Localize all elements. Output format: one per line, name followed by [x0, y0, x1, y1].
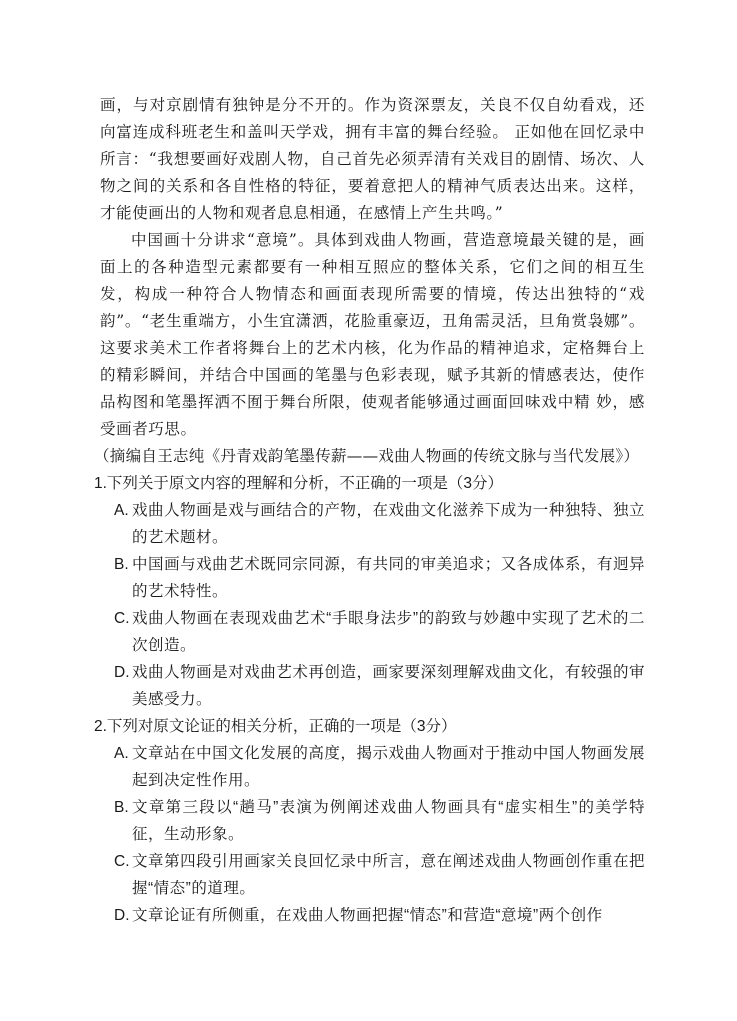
option-label: D.	[114, 907, 130, 924]
option-label: B.	[114, 799, 129, 816]
question-2	[94, 713, 645, 929]
question-2-option-d	[114, 902, 645, 929]
option-label: B.	[114, 556, 129, 573]
question-2-option-b	[114, 794, 645, 848]
question-1-option-c	[114, 605, 645, 659]
question-2-stem: 2.下列对原文论证的相关分析，正确的一项是（3分）	[94, 718, 457, 735]
reading-passage	[94, 92, 645, 470]
question-2-option-c	[114, 848, 645, 902]
option-text: 戏曲人物画是戏与画结合的产物，在戏曲文化滋养下成为一种独特、独立的艺术题材。	[132, 502, 645, 546]
option-label: C.	[114, 610, 130, 627]
question-1-option-d	[114, 659, 645, 713]
option-text: 文章第四段引用画家关良回忆录中所言，意在阐述戏曲人物画创作重在把握“情态”的道理。	[132, 853, 645, 897]
passage-source: （摘编自王志纯《丹青戏韵笔墨传薪——戏曲人物画的传统文脉与当代发展》）	[94, 447, 640, 465]
passage-paragraph-1: 画，与对京剧情有独钟是分不开的。作为资深票友，关良不仅自幼看戏，还向富连成科班老生和盖叫天学戏，拥有丰富的舞台经验。 正如他在回忆录中所言：“我想要画好戏剧人物，自己首先必须弄清有关戏目的剧情、场次、人物之间的关系和各自性格的特征，要着意把人的精神气质表达出来。这样，才能使画出的人物和观者息息相通，在感情上产生共鸣。”	[100, 96, 645, 222]
option-text: 文章论证有所侧重，在戏曲人物画把握“情态”和营造“意境”两个创作	[132, 907, 603, 924]
question-1	[94, 470, 645, 713]
question-1-stem: 1.下列关于原文内容的理解和分析，不正确的一项是（3分）	[94, 475, 504, 492]
option-text: 文章第三段以“趟马”表演为例阐述戏曲人物画具有“虚实相生”的美学特征，生动形象。	[132, 799, 645, 843]
passage-paragraph-2: 中国画十分讲求“意境”。具体到戏曲人物画，营造意境最关键的是，画面上的各种造型元素都要有一种相互照应的整体关系，它们之间的相互生发，构成一种符合人物情态和画面表现所需要的情境，传达出独特的“戏韵”。“老生重端方，小生宜潇洒，花脸重豪迈，丑角需灵活，旦角赏袅娜”。这要求美术工作者将舞台上的艺术内核，化为作品的精神追求，定格舞台上的精彩瞬间，并结合中国画的笔墨与色彩表现，赋予其新的情感表达，使作品构图和笔墨挥洒不囿于舞台所限，使观者能够通过画面回味戏中精 妙，感受画者巧思。	[100, 231, 645, 438]
option-label: C.	[114, 853, 130, 870]
option-text: 戏曲人物画是对戏曲艺术再创造，画家要深刻理解戏曲文化，有较强的审美感受力。	[132, 664, 645, 708]
option-label: D.	[114, 664, 130, 681]
option-text: 中国画与戏曲艺术既同宗同源，有共同的审美追求；又各成体系，有迥异的艺术特性。	[132, 556, 645, 600]
option-label: A.	[114, 745, 129, 762]
question-1-option-a	[114, 497, 645, 551]
option-text: 戏曲人物画在表现戏曲艺术“手眼身法步”的韵致与妙趣中实现了艺术的二次创造。	[132, 610, 645, 654]
question-2-option-a	[114, 740, 645, 794]
option-label: A.	[114, 502, 129, 519]
question-1-option-b	[114, 551, 645, 605]
option-text: 文章站在中国文化发展的高度，揭示戏曲人物画对于推动中国人物画发展起到决定性作用。	[132, 745, 645, 789]
